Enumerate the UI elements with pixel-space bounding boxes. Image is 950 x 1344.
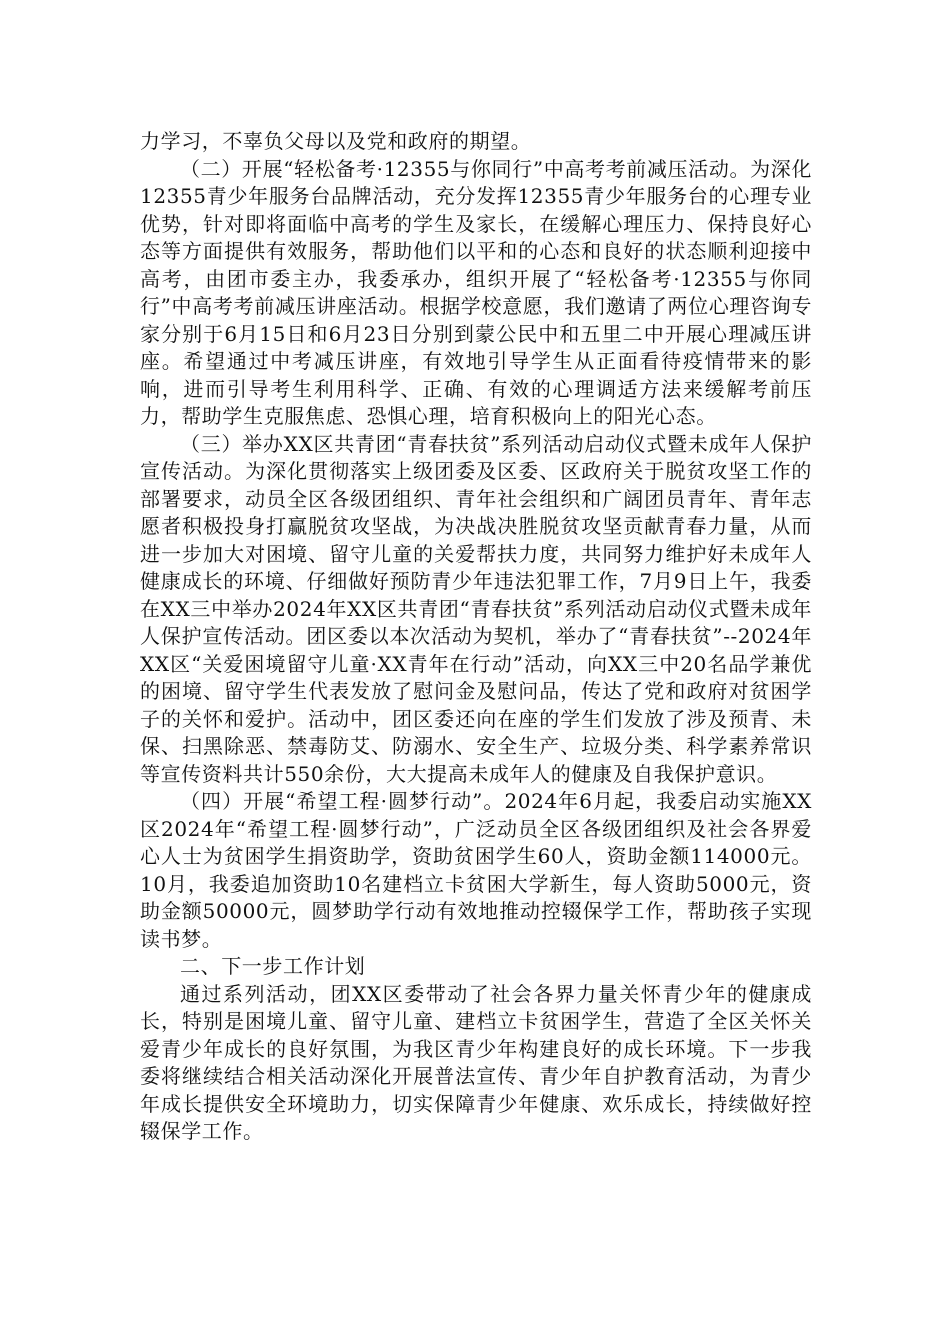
paragraph-section-4: （四）开展“希望工程·圆梦行动”。2024年6月起，我委启动实施XX区2024年“希望工程·圆梦行动”，广泛动员全区各级团组织及社会各界爱心人士为贫困学生捐资助学，资助贫困学生60人，资助金额114000元。10月，我委追加资助10名建档立卡贫困大学新生，每人资助5000元，资助金额50000元，圆梦助学行动有效地推动控辍保学工作，帮助孩子实现读书梦。 (140, 789, 812, 951)
paragraph-continuation: 力学习，不辜负父母以及党和政府的期望。 (140, 129, 532, 153)
paragraph-section-3: （三）举办XX区共青团“青春扶贫”系列活动启动仪式暨未成年人保护宣传活动。为深化贯彻落实上级团委及区委、区政府关于脱贫攻坚工作的部署要求，动员全区各级团组织、青年社会组织和广阔团员青年、青年志愿者积极投身打赢脱贫攻坚战，为决战决胜脱贫攻坚贡献青春力量，从而进一步加大对困境、留守儿童的关爱帮扶力度，共同努力维护好未成年人健康成长的环境、仔细做好预防青少年违法犯罪工作，7月9日上午，我委在XX三中举办2024年XX区共青团“青春扶贫”系列活动启动仪式暨未成年人保护宣传活动。团区委以本次活动为契机，举办了“青春扶贫”--2024年XX区“关爱困境留守儿童·XX青年在行动”活动，向XX三中20名品学兼优的困境、留守学生代表发放了慰问金及慰问品，传达了党和政府对贫困学子的关怀和爱护。活动中，团区委还向在座的学生们发放了涉及预青、未保、扫黑除恶、禁毒防艾、防溺水、安全生产、垃圾分类、科学素养常识等宣传资料共计550余份，大大提高未成年人的健康及自我保护意识。 (140, 431, 812, 786)
paragraph-section-2: （二）开展“轻松备考·12355与你同行”中高考考前减压活动。为深化12355青少年服务台品牌活动，充分发挥12355青少年服务台的心理专业优势，针对即将面临中高考的学生及家长，在缓解心理压力、保持良好心态等方面提供有效服务，帮助他们以平和的心态和良好的状态顺利迎接中高考，由团市委主办，我委承办，组织开展了“轻松备考·12355与你同行”中高考考前减压讲座活动。根据学校意愿，我们邀请了两位心理咨询专家分别于6月15日和6月23日分别到蒙公民中和五里二中开展心理减压讲座。希望通过中考减压讲座，有效地引导学生从正面看待疫情带来的影响，进而引导考生利用科学、正确、有效的心理调适方法来缓解考前压力，帮助学生克服焦虑、恐惧心理，培育积极向上的阳光心态。 (140, 156, 812, 428)
document-body (140, 128, 812, 1146)
paragraph-next-plan: 通过系列活动，团XX区委带动了社会各界力量关怀青少年的健康成长，特别是困境儿童、留守儿童、建档立卡贫困学生，营造了全区关怀关爱青少年成长的良好氛围，为我区青少年构建良好的成长环境。下一步我委将继续结合相关活动深化开展普法宣传、青少年自护教育活动，为青少年成长提供安全环境助力，切实保障青少年健康、欢乐成长，持续做好控辍保学工作。 (140, 981, 812, 1143)
section-heading-next-plan: 二、下一步工作计划 (180, 954, 366, 978)
